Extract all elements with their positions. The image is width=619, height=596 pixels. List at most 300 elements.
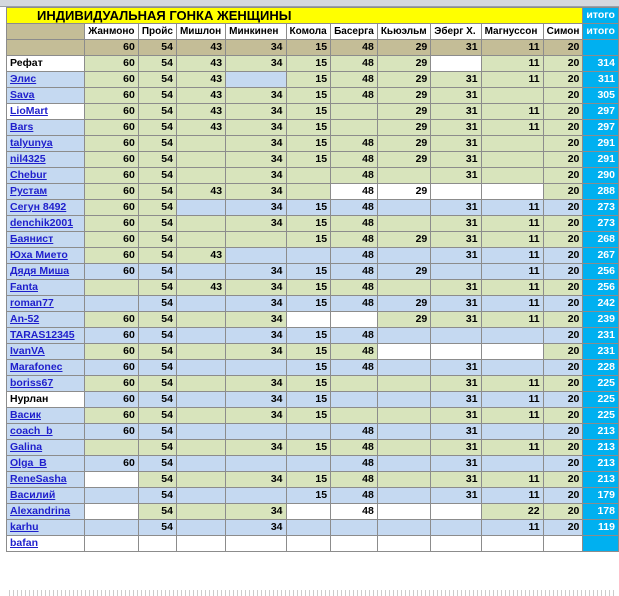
- score-cell[interactable]: [176, 264, 225, 280]
- score-cell[interactable]: 15: [286, 360, 331, 376]
- score-cell[interactable]: 31: [431, 424, 481, 440]
- score-cell[interactable]: 48: [331, 200, 378, 216]
- score-cell[interactable]: 48: [331, 136, 378, 152]
- score-cell[interactable]: 29: [377, 104, 430, 120]
- score-cell[interactable]: 34: [226, 472, 286, 488]
- score-cell[interactable]: 60: [85, 248, 139, 264]
- score-cell[interactable]: 60: [85, 88, 139, 104]
- score-cell[interactable]: 60: [85, 312, 139, 328]
- score-cell[interactable]: 48: [331, 264, 378, 280]
- score-cell[interactable]: 20: [543, 504, 583, 520]
- score-cell[interactable]: 31: [431, 472, 481, 488]
- score-cell[interactable]: 20: [543, 440, 583, 456]
- score-cell[interactable]: [286, 504, 331, 520]
- score-cell[interactable]: 43: [176, 280, 225, 296]
- participant-name[interactable]: roman77: [7, 296, 85, 312]
- score-cell[interactable]: 20: [543, 104, 583, 120]
- score-cell[interactable]: 15: [286, 216, 331, 232]
- score-cell[interactable]: [226, 536, 286, 552]
- score-cell[interactable]: 54: [138, 152, 176, 168]
- score-cell[interactable]: 15: [286, 136, 331, 152]
- score-cell[interactable]: [377, 520, 430, 536]
- score-cell[interactable]: 15: [286, 232, 331, 248]
- score-cell[interactable]: 54: [138, 280, 176, 296]
- participant-name[interactable]: Olga_B: [7, 456, 85, 472]
- score-cell[interactable]: 11: [481, 376, 543, 392]
- score-cell[interactable]: 11: [481, 232, 543, 248]
- score-cell[interactable]: 11: [481, 440, 543, 456]
- score-cell[interactable]: 20: [543, 216, 583, 232]
- score-cell[interactable]: [481, 456, 543, 472]
- participant-name[interactable]: IvanVA: [7, 344, 85, 360]
- score-cell[interactable]: 48: [331, 440, 378, 456]
- score-cell[interactable]: 20: [543, 280, 583, 296]
- score-cell[interactable]: [331, 120, 378, 136]
- score-cell[interactable]: 60: [85, 72, 139, 88]
- score-cell[interactable]: 34: [226, 88, 286, 104]
- score-cell[interactable]: [331, 536, 378, 552]
- score-cell[interactable]: [481, 424, 543, 440]
- score-cell[interactable]: [377, 488, 430, 504]
- score-cell[interactable]: 34: [226, 408, 286, 424]
- score-cell[interactable]: [176, 216, 225, 232]
- score-cell[interactable]: 29: [377, 312, 430, 328]
- total-cell[interactable]: 290: [583, 168, 619, 184]
- score-cell[interactable]: [176, 504, 225, 520]
- score-cell[interactable]: [431, 184, 481, 200]
- score-cell[interactable]: 31: [431, 312, 481, 328]
- score-cell[interactable]: 11: [481, 280, 543, 296]
- score-cell[interactable]: [481, 152, 543, 168]
- score-cell[interactable]: 34: [226, 168, 286, 184]
- score-cell[interactable]: 60: [85, 264, 139, 280]
- score-cell[interactable]: 20: [543, 472, 583, 488]
- total-cell[interactable]: [583, 536, 619, 552]
- score-cell[interactable]: [377, 216, 430, 232]
- score-cell[interactable]: 34: [226, 184, 286, 200]
- corner-cell[interactable]: [7, 24, 85, 40]
- total-cell[interactable]: 297: [583, 104, 619, 120]
- score-cell[interactable]: [377, 456, 430, 472]
- score-cell[interactable]: 15: [286, 488, 331, 504]
- total-cell[interactable]: 288: [583, 184, 619, 200]
- total-cell[interactable]: 179: [583, 488, 619, 504]
- participant-name[interactable]: denchik2001: [7, 216, 85, 232]
- score-cell[interactable]: 15: [286, 440, 331, 456]
- score-cell[interactable]: 31: [431, 72, 481, 88]
- score-cell[interactable]: 11: [481, 408, 543, 424]
- score-cell[interactable]: [286, 248, 331, 264]
- score-cell[interactable]: 31: [431, 408, 481, 424]
- score-cell[interactable]: 11: [481, 312, 543, 328]
- total-cell[interactable]: 314: [583, 56, 619, 72]
- score-cell[interactable]: 20: [543, 168, 583, 184]
- score-cell[interactable]: 31: [431, 456, 481, 472]
- score-cell[interactable]: [431, 344, 481, 360]
- total-cell[interactable]: 178: [583, 504, 619, 520]
- participant-name[interactable]: Sava: [7, 88, 85, 104]
- score-cell[interactable]: 11: [481, 472, 543, 488]
- score-cell[interactable]: 34: [226, 120, 286, 136]
- total-cell[interactable]: 225: [583, 408, 619, 424]
- total-cell[interactable]: 231: [583, 328, 619, 344]
- score-cell[interactable]: 31: [431, 488, 481, 504]
- score-cell[interactable]: 20: [543, 488, 583, 504]
- score-cell[interactable]: [85, 472, 139, 488]
- score-cell[interactable]: 31: [431, 376, 481, 392]
- score-cell[interactable]: 34: [226, 376, 286, 392]
- score-cell[interactable]: [176, 536, 225, 552]
- column-header[interactable]: Жанмоно: [85, 24, 139, 40]
- score-cell[interactable]: 54: [138, 216, 176, 232]
- score-cell[interactable]: 11: [481, 56, 543, 72]
- participant-name[interactable]: coach_b: [7, 424, 85, 440]
- score-cell[interactable]: 54: [138, 392, 176, 408]
- score-cell[interactable]: 31: [431, 232, 481, 248]
- score-cell[interactable]: 60: [85, 328, 139, 344]
- score-cell[interactable]: 20: [543, 424, 583, 440]
- participant-name[interactable]: Galina: [7, 440, 85, 456]
- score-cell[interactable]: 15: [286, 376, 331, 392]
- score-cell[interactable]: 31: [431, 392, 481, 408]
- participant-name[interactable]: Marafonec: [7, 360, 85, 376]
- score-cell[interactable]: 15: [286, 88, 331, 104]
- score-cell[interactable]: 11: [481, 488, 543, 504]
- score-cell[interactable]: [377, 504, 430, 520]
- score-cell[interactable]: 43: [176, 104, 225, 120]
- participant-name[interactable]: TARAS12345: [7, 328, 85, 344]
- score-cell[interactable]: 60: [85, 424, 139, 440]
- score-cell[interactable]: [431, 520, 481, 536]
- score-cell[interactable]: 60: [85, 184, 139, 200]
- score-cell[interactable]: 54: [138, 136, 176, 152]
- score-cell[interactable]: 54: [138, 312, 176, 328]
- score-cell[interactable]: [377, 280, 430, 296]
- participant-name[interactable]: bafan: [7, 536, 85, 552]
- max-points-cell[interactable]: 43: [176, 40, 225, 56]
- score-cell[interactable]: [176, 152, 225, 168]
- score-cell[interactable]: 11: [481, 72, 543, 88]
- score-cell[interactable]: 29: [377, 264, 430, 280]
- score-cell[interactable]: 15: [286, 408, 331, 424]
- score-cell[interactable]: 54: [138, 232, 176, 248]
- score-cell[interactable]: 54: [138, 424, 176, 440]
- score-cell[interactable]: [176, 312, 225, 328]
- total-cell[interactable]: 213: [583, 472, 619, 488]
- total-cell[interactable]: 119: [583, 520, 619, 536]
- score-cell[interactable]: [481, 328, 543, 344]
- max-points-cell[interactable]: 54: [138, 40, 176, 56]
- score-cell[interactable]: [377, 168, 430, 184]
- participant-name[interactable]: Chebur: [7, 168, 85, 184]
- score-cell[interactable]: [377, 200, 430, 216]
- score-cell[interactable]: [176, 424, 225, 440]
- score-cell[interactable]: [377, 392, 430, 408]
- score-cell[interactable]: 20: [543, 120, 583, 136]
- score-cell[interactable]: [377, 440, 430, 456]
- score-cell[interactable]: 29: [377, 296, 430, 312]
- score-cell[interactable]: 31: [431, 152, 481, 168]
- participant-name[interactable]: boriss67: [7, 376, 85, 392]
- score-cell[interactable]: 43: [176, 88, 225, 104]
- score-cell[interactable]: [331, 312, 378, 328]
- score-cell[interactable]: 20: [543, 360, 583, 376]
- score-cell[interactable]: 20: [543, 328, 583, 344]
- score-cell[interactable]: 31: [431, 248, 481, 264]
- score-cell[interactable]: 48: [331, 472, 378, 488]
- score-cell[interactable]: 60: [85, 408, 139, 424]
- score-cell[interactable]: [176, 488, 225, 504]
- score-cell[interactable]: [226, 456, 286, 472]
- total-cell[interactable]: 268: [583, 232, 619, 248]
- score-cell[interactable]: 20: [543, 408, 583, 424]
- score-cell[interactable]: 54: [138, 120, 176, 136]
- score-cell[interactable]: [176, 360, 225, 376]
- max-points-cell[interactable]: 29: [377, 40, 430, 56]
- max-points-cell[interactable]: 15: [286, 40, 331, 56]
- participant-name[interactable]: Alexandrina: [7, 504, 85, 520]
- column-header[interactable]: Минкинен: [226, 24, 286, 40]
- score-cell[interactable]: 29: [377, 88, 430, 104]
- score-cell[interactable]: 34: [226, 104, 286, 120]
- score-cell[interactable]: 29: [377, 56, 430, 72]
- score-cell[interactable]: 15: [286, 328, 331, 344]
- score-cell[interactable]: 15: [286, 472, 331, 488]
- score-cell[interactable]: [431, 504, 481, 520]
- score-cell[interactable]: [176, 296, 225, 312]
- participant-name[interactable]: karhu: [7, 520, 85, 536]
- score-cell[interactable]: [377, 344, 430, 360]
- score-cell[interactable]: [431, 328, 481, 344]
- score-cell[interactable]: 34: [226, 392, 286, 408]
- score-cell[interactable]: 48: [331, 328, 378, 344]
- score-cell[interactable]: 20: [543, 456, 583, 472]
- score-cell[interactable]: 48: [331, 72, 378, 88]
- score-cell[interactable]: 15: [286, 56, 331, 72]
- score-cell[interactable]: 20: [543, 200, 583, 216]
- participant-name[interactable]: LioMart: [7, 104, 85, 120]
- score-cell[interactable]: 60: [85, 200, 139, 216]
- score-cell[interactable]: [377, 248, 430, 264]
- score-cell[interactable]: 60: [85, 360, 139, 376]
- score-cell[interactable]: 34: [226, 504, 286, 520]
- total-cell[interactable]: 256: [583, 264, 619, 280]
- total-cell[interactable]: 256: [583, 280, 619, 296]
- total-cell[interactable]: 305: [583, 88, 619, 104]
- score-cell[interactable]: 48: [331, 280, 378, 296]
- max-points-cell[interactable]: 11: [481, 40, 543, 56]
- total-cell[interactable]: 242: [583, 296, 619, 312]
- score-cell[interactable]: [176, 456, 225, 472]
- column-header[interactable]: Магнуссон: [481, 24, 543, 40]
- score-cell[interactable]: [85, 280, 139, 296]
- score-cell[interactable]: 54: [138, 56, 176, 72]
- score-cell[interactable]: [176, 168, 225, 184]
- participant-name[interactable]: Василий: [7, 488, 85, 504]
- score-cell[interactable]: 43: [176, 72, 225, 88]
- score-cell[interactable]: 54: [138, 296, 176, 312]
- score-cell[interactable]: [431, 264, 481, 280]
- max-points-cell[interactable]: 34: [226, 40, 286, 56]
- column-header[interactable]: Симон: [543, 24, 583, 40]
- score-cell[interactable]: [286, 184, 331, 200]
- score-cell[interactable]: 15: [286, 120, 331, 136]
- score-cell[interactable]: 43: [176, 120, 225, 136]
- score-cell[interactable]: 48: [331, 248, 378, 264]
- score-cell[interactable]: 60: [85, 376, 139, 392]
- score-cell[interactable]: 34: [226, 152, 286, 168]
- score-cell[interactable]: [286, 424, 331, 440]
- score-cell[interactable]: 34: [226, 280, 286, 296]
- score-cell[interactable]: 48: [331, 504, 378, 520]
- score-cell[interactable]: 48: [331, 488, 378, 504]
- score-cell[interactable]: [176, 136, 225, 152]
- score-cell[interactable]: [481, 344, 543, 360]
- score-cell[interactable]: 60: [85, 152, 139, 168]
- participant-name[interactable]: An-52: [7, 312, 85, 328]
- total-cell[interactable]: 267: [583, 248, 619, 264]
- score-cell[interactable]: 20: [543, 296, 583, 312]
- score-cell[interactable]: 15: [286, 280, 331, 296]
- score-cell[interactable]: 48: [331, 56, 378, 72]
- score-cell[interactable]: 34: [226, 344, 286, 360]
- score-cell[interactable]: 15: [286, 296, 331, 312]
- score-cell[interactable]: 48: [331, 232, 378, 248]
- participant-name[interactable]: Баянист: [7, 232, 85, 248]
- score-cell[interactable]: [481, 536, 543, 552]
- column-header[interactable]: Комола: [286, 24, 331, 40]
- score-cell[interactable]: 48: [331, 152, 378, 168]
- score-cell[interactable]: [85, 488, 139, 504]
- score-cell[interactable]: 34: [226, 328, 286, 344]
- score-cell[interactable]: 15: [286, 344, 331, 360]
- score-cell[interactable]: 60: [85, 456, 139, 472]
- participant-name[interactable]: Юха Мието: [7, 248, 85, 264]
- score-cell[interactable]: 60: [85, 344, 139, 360]
- score-cell[interactable]: [176, 520, 225, 536]
- score-cell[interactable]: 15: [286, 72, 331, 88]
- score-cell[interactable]: 11: [481, 120, 543, 136]
- participant-name[interactable]: Элис: [7, 72, 85, 88]
- score-cell[interactable]: [331, 520, 378, 536]
- score-cell[interactable]: 60: [85, 168, 139, 184]
- score-cell[interactable]: 20: [543, 264, 583, 280]
- score-cell[interactable]: 15: [286, 392, 331, 408]
- participant-name[interactable]: ReneSasha: [7, 472, 85, 488]
- score-cell[interactable]: 20: [543, 344, 583, 360]
- score-cell[interactable]: 60: [85, 104, 139, 120]
- score-cell[interactable]: [176, 376, 225, 392]
- score-cell[interactable]: [543, 536, 583, 552]
- score-cell[interactable]: 54: [138, 344, 176, 360]
- total-cell[interactable]: 228: [583, 360, 619, 376]
- score-cell[interactable]: 15: [286, 152, 331, 168]
- score-cell[interactable]: 11: [481, 392, 543, 408]
- score-cell[interactable]: 54: [138, 408, 176, 424]
- max-label-cell[interactable]: [7, 40, 85, 56]
- column-header[interactable]: Эберг Х.: [431, 24, 481, 40]
- score-cell[interactable]: [377, 424, 430, 440]
- score-cell[interactable]: 29: [377, 136, 430, 152]
- score-cell[interactable]: 20: [543, 232, 583, 248]
- participant-name[interactable]: Fanta: [7, 280, 85, 296]
- score-cell[interactable]: 20: [543, 248, 583, 264]
- score-cell[interactable]: [331, 392, 378, 408]
- participant-name[interactable]: Bars: [7, 120, 85, 136]
- score-cell[interactable]: 60: [85, 216, 139, 232]
- score-cell[interactable]: [286, 456, 331, 472]
- score-cell[interactable]: 54: [138, 72, 176, 88]
- score-cell[interactable]: [85, 440, 139, 456]
- column-header[interactable]: Пройс: [138, 24, 176, 40]
- score-cell[interactable]: [431, 536, 481, 552]
- score-cell[interactable]: [85, 504, 139, 520]
- score-cell[interactable]: 54: [138, 488, 176, 504]
- score-cell[interactable]: [286, 168, 331, 184]
- total-cell[interactable]: 273: [583, 216, 619, 232]
- score-cell[interactable]: [331, 408, 378, 424]
- score-cell[interactable]: 15: [286, 200, 331, 216]
- score-cell[interactable]: 48: [331, 456, 378, 472]
- participant-name[interactable]: Дядя Миша: [7, 264, 85, 280]
- score-cell[interactable]: 20: [543, 56, 583, 72]
- score-cell[interactable]: [377, 472, 430, 488]
- score-cell[interactable]: 31: [431, 360, 481, 376]
- score-cell[interactable]: 48: [331, 296, 378, 312]
- score-cell[interactable]: 34: [226, 520, 286, 536]
- score-cell[interactable]: [286, 312, 331, 328]
- score-cell[interactable]: [481, 360, 543, 376]
- score-cell[interactable]: [85, 296, 139, 312]
- score-cell[interactable]: [85, 536, 139, 552]
- score-cell[interactable]: 11: [481, 216, 543, 232]
- total-cell[interactable]: 213: [583, 440, 619, 456]
- score-cell[interactable]: 11: [481, 248, 543, 264]
- score-cell[interactable]: [138, 536, 176, 552]
- total-column-header[interactable]: итого: [583, 24, 619, 40]
- total-cell[interactable]: 213: [583, 456, 619, 472]
- total-cell[interactable]: 273: [583, 200, 619, 216]
- score-cell[interactable]: 20: [543, 184, 583, 200]
- score-cell[interactable]: 15: [286, 104, 331, 120]
- score-cell[interactable]: 31: [431, 440, 481, 456]
- score-cell[interactable]: 54: [138, 104, 176, 120]
- score-cell[interactable]: 20: [543, 376, 583, 392]
- total-cell[interactable]: [583, 40, 619, 56]
- score-cell[interactable]: 34: [226, 200, 286, 216]
- max-points-cell[interactable]: 48: [331, 40, 378, 56]
- score-cell[interactable]: 54: [138, 376, 176, 392]
- participant-name[interactable]: talyunya: [7, 136, 85, 152]
- score-cell[interactable]: 34: [226, 264, 286, 280]
- score-cell[interactable]: 54: [138, 264, 176, 280]
- score-cell[interactable]: 34: [226, 296, 286, 312]
- score-cell[interactable]: 60: [85, 120, 139, 136]
- score-cell[interactable]: [431, 56, 481, 72]
- max-points-cell[interactable]: 31: [431, 40, 481, 56]
- score-cell[interactable]: 60: [85, 392, 139, 408]
- column-header[interactable]: Кьюэльм: [377, 24, 430, 40]
- score-cell[interactable]: 20: [543, 312, 583, 328]
- score-cell[interactable]: 54: [138, 440, 176, 456]
- score-cell[interactable]: 54: [138, 360, 176, 376]
- column-header[interactable]: Басерга: [331, 24, 378, 40]
- score-cell[interactable]: [331, 104, 378, 120]
- score-cell[interactable]: [176, 344, 225, 360]
- score-cell[interactable]: 20: [543, 72, 583, 88]
- score-cell[interactable]: [226, 488, 286, 504]
- score-cell[interactable]: 60: [85, 232, 139, 248]
